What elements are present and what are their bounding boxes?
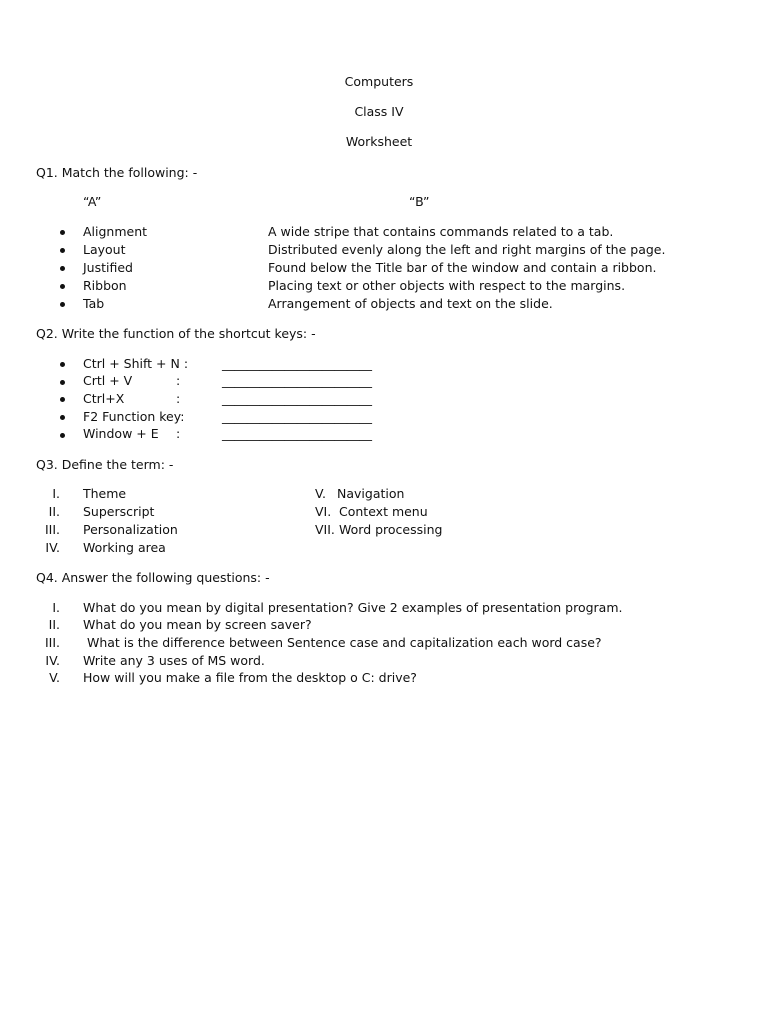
roman-numeral: V.	[49, 670, 60, 685]
q1-term: Tab	[83, 296, 105, 311]
q2-answer-blank: ________________________	[222, 356, 372, 371]
q1-definition: Distributed evenly along the left and right margins of the page.	[268, 242, 666, 257]
bullet-icon	[60, 415, 65, 420]
q2-shortcut-key: F2 Function key:	[83, 409, 185, 424]
q3-term: Word processing	[339, 522, 443, 537]
q4-question: What do you mean by digital presentation? Give 2 examples of presentation program.	[83, 600, 623, 615]
q2-colon: :	[176, 373, 181, 388]
q2-answer-blank: ________________________	[222, 373, 372, 388]
q2-colon: :	[176, 426, 181, 441]
q3-term: Personalization	[83, 522, 178, 537]
bullet-icon	[60, 230, 65, 235]
q3-term: Superscript	[83, 504, 155, 519]
q1-definition: Arrangement of objects and text on the slide.	[268, 296, 553, 311]
class-title: Class IV	[354, 104, 404, 119]
bullet-icon	[60, 433, 65, 438]
bullet-icon	[60, 302, 65, 307]
bullet-icon	[60, 248, 65, 253]
bullet-icon	[60, 362, 65, 367]
q1-definition: Placing text or other objects with respect to the margins.	[268, 278, 626, 293]
roman-numeral: I.	[52, 486, 60, 501]
q3-term: Theme	[83, 486, 127, 501]
q3-term: Context menu	[339, 504, 428, 519]
roman-numeral: IV.	[45, 540, 60, 555]
q1-definition: Found below the Title bar of the window and contain a ribbon.	[268, 260, 657, 275]
subject-title: Computers	[344, 74, 414, 89]
q4-question: How will you make a file from the desktop o C: drive?	[83, 670, 417, 685]
q1-term: Alignment	[83, 224, 148, 239]
q2-answer-blank: ________________________	[222, 391, 372, 406]
q1-column-b-header: “B”	[409, 194, 430, 209]
roman-numeral: II.	[48, 617, 60, 632]
bullet-icon	[60, 284, 65, 289]
q2-answer-blank: ________________________	[222, 426, 372, 441]
q1-definition: A wide stripe that contains commands related to a tab.	[268, 224, 614, 239]
q1-term: Layout	[83, 242, 126, 257]
worksheet-title: Worksheet	[345, 134, 413, 149]
roman-numeral: V.	[315, 486, 326, 501]
roman-numeral: II.	[48, 504, 60, 519]
roman-numeral: I.	[52, 600, 60, 615]
q4-question: What do you mean by screen saver?	[83, 617, 312, 632]
q3-heading: Q3. Define the term: -	[36, 457, 174, 472]
q1-heading: Q1. Match the following: -	[36, 165, 198, 180]
q2-shortcut-key: Ctrl + Shift + N :	[83, 356, 189, 371]
q3-term: Navigation	[337, 486, 405, 501]
q2-shortcut-key: Ctrl+X	[83, 391, 125, 406]
bullet-icon	[60, 397, 65, 402]
roman-numeral: VII.	[315, 522, 335, 537]
q2-heading: Q2. Write the function of the shortcut keys: -	[36, 326, 316, 341]
q1-term: Ribbon	[83, 278, 127, 293]
q1-term: Justified	[83, 260, 133, 275]
q2-shortcut-key: Window + E	[83, 426, 159, 441]
q2-colon: :	[176, 391, 181, 406]
roman-numeral: VI.	[315, 504, 332, 519]
q4-question: What is the difference between Sentence case and capitalization each word case?	[83, 635, 602, 650]
q1-column-a-header: “A”	[83, 194, 102, 209]
roman-numeral: III.	[44, 522, 60, 537]
q2-shortcut-key: Crtl + V	[83, 373, 133, 388]
q3-term: Working area	[83, 540, 166, 555]
roman-numeral: III.	[44, 635, 60, 650]
bullet-icon	[60, 266, 65, 271]
roman-numeral: IV.	[45, 653, 60, 668]
q4-question: Write any 3 uses of MS word.	[83, 653, 265, 668]
bullet-icon	[60, 380, 65, 385]
q2-answer-blank: ________________________	[222, 409, 372, 424]
q4-heading: Q4. Answer the following questions: -	[36, 570, 270, 585]
